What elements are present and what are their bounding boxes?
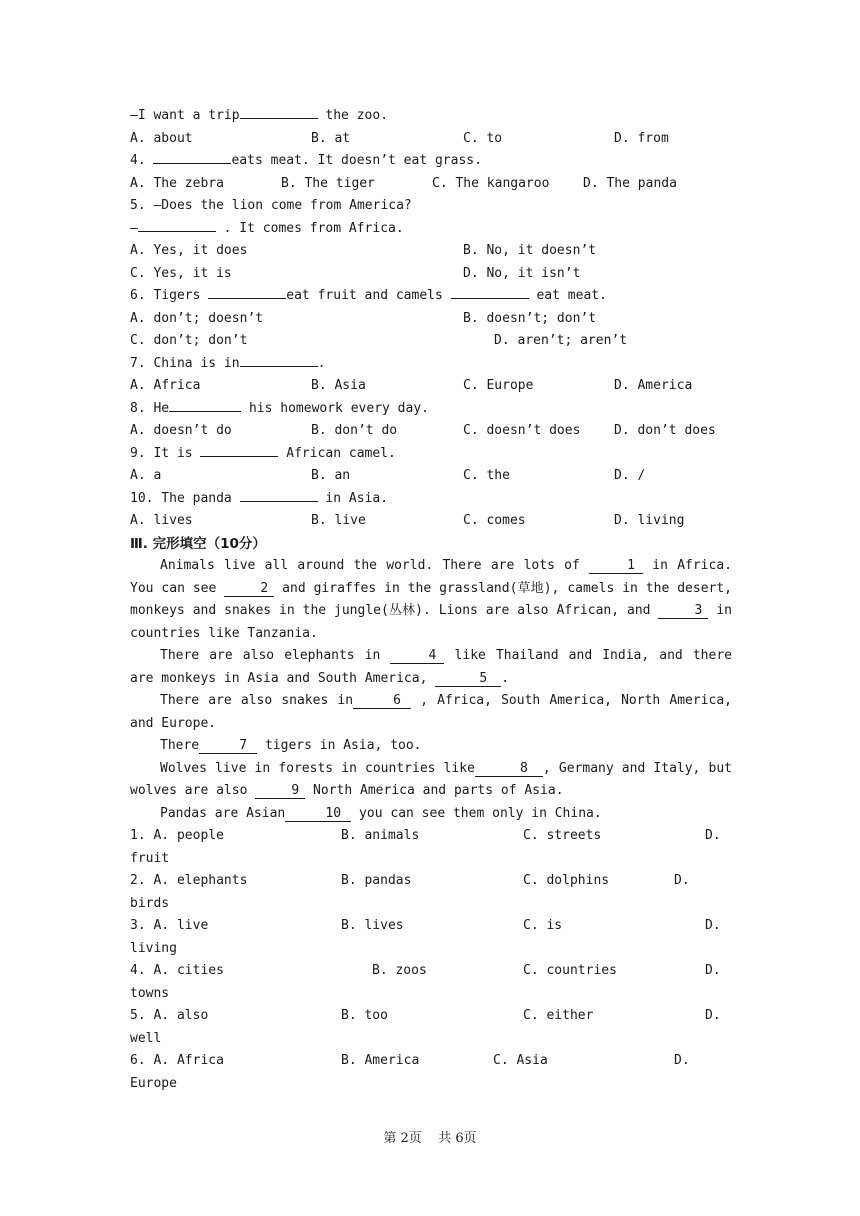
stem-text: 7. China is in <box>130 355 240 371</box>
answer-blank <box>169 411 241 412</box>
cloze-blank: 2 <box>224 581 274 597</box>
option-c: C. the <box>463 468 510 483</box>
passage-paragraph: There 7 tigers in Asia, too. <box>160 738 422 753</box>
option-d: D. / <box>614 468 646 483</box>
answer-blank <box>240 501 318 502</box>
answer-blank <box>200 456 278 457</box>
stem-text: eats meat. It doesn’t eat grass. <box>231 153 482 168</box>
cloze-option-row <box>130 870 732 893</box>
cloze-option-row <box>130 1050 732 1073</box>
answer-blank <box>451 298 529 299</box>
option-d: D. <box>674 873 690 888</box>
cloze-option-row <box>130 825 732 848</box>
cloze-blank: 7 <box>199 738 257 754</box>
option-b: B. too <box>341 1008 388 1023</box>
option-d: D. <box>705 1008 721 1023</box>
option-row <box>130 308 732 331</box>
cloze-blank: 10 <box>285 806 351 822</box>
option-b: B. don’t do <box>311 423 398 438</box>
cloze-blank: 4 <box>390 648 444 664</box>
option-a: A. Yes, it does <box>130 243 248 258</box>
answer-blank <box>153 163 231 164</box>
option-b: B. zoos <box>372 963 427 978</box>
exam-content <box>130 105 732 1095</box>
option-row <box>130 330 732 353</box>
option-c: C. doesn’t does <box>463 423 581 438</box>
option-a: A. don’t; doesn’t <box>130 310 264 326</box>
stem-text: African camel. <box>278 445 396 461</box>
section-title: Ⅲ. 完形填空（10分） <box>130 535 266 552</box>
option-b: B. America <box>341 1053 420 1068</box>
option-row <box>130 240 732 263</box>
cloze-option-wrap: Europe <box>130 1075 177 1091</box>
option-d: D. <box>705 963 721 978</box>
cloze-blank: 8 <box>475 761 543 777</box>
question-stem <box>130 398 732 421</box>
answer-blank <box>208 298 286 299</box>
cloze-option-row <box>130 915 732 938</box>
cloze-option-row <box>130 1005 732 1028</box>
option-a: A. Africa <box>130 378 201 393</box>
option-c: C. countries <box>523 963 617 978</box>
option-row <box>130 263 732 286</box>
cloze-option-wrap: living <box>130 940 177 956</box>
cloze-option-wrap: birds <box>130 895 170 911</box>
cloze-blank: 1 <box>589 558 643 574</box>
question-stem <box>130 443 732 466</box>
option-b: B. No, it doesn’t <box>463 243 597 258</box>
option-row <box>130 420 732 443</box>
option-b: B. at <box>311 130 351 146</box>
stem-text: eat fruit and camels <box>286 288 451 303</box>
question-stem <box>130 353 732 376</box>
answer-blank <box>138 231 216 232</box>
question-stem <box>130 105 732 128</box>
cloze-option-wrap: fruit <box>130 850 170 866</box>
option-c: C. Asia <box>493 1053 548 1068</box>
stem-text: the zoo. <box>317 108 389 123</box>
stem-text: —I want a trip <box>130 108 240 123</box>
option-b: B. doesn’t; don’t <box>463 310 597 326</box>
option-d: D. No, it isn’t <box>463 265 581 281</box>
stem-text: 8. He <box>130 400 170 416</box>
option-c: C. either <box>523 1008 594 1023</box>
option-row <box>130 173 732 196</box>
option-c: C. Yes, it is <box>130 265 232 281</box>
option-d: D. from <box>614 130 669 146</box>
option-a: 1. A. people <box>130 828 224 843</box>
option-b: B. live <box>311 513 366 528</box>
option-d: D. <box>705 828 721 843</box>
option-d: D. The panda <box>583 175 677 191</box>
passage-paragraph: There are also snakes in 6 , Africa, South America, North America, and Europe. <box>130 693 732 731</box>
option-a: A. lives <box>130 513 193 528</box>
option-a: A. doesn’t do <box>130 423 232 438</box>
option-c: C. don’t; don’t <box>130 333 248 348</box>
stem-text: eat meat. <box>528 288 607 303</box>
stem-text: in Asia. <box>317 490 389 506</box>
option-a: 4. A. cities <box>130 963 224 978</box>
option-d: D. <box>705 918 721 933</box>
answer-blank <box>240 366 318 367</box>
option-row <box>130 465 732 488</box>
option-c: C. to <box>463 130 503 146</box>
option-d: D. <box>674 1053 690 1068</box>
option-b: B. pandas <box>341 873 412 888</box>
question-stem <box>130 285 732 308</box>
answer-blank <box>240 118 318 119</box>
passage-paragraph: Pandas are Asian 10 you can see them only in China. <box>160 805 602 821</box>
cloze-blank: 5 <box>435 671 501 687</box>
stem-text: 4. <box>130 153 154 168</box>
passage-paragraph: Animals live all around the world. There are lots of 1 in Africa. You can see 2 and giraffes in the grassland(草地), camels in the desert, monkeys and snakes in the jungle(丛林). Lions are also African, and 3 in countries like Tanzania. <box>130 558 733 641</box>
cloze-blank: 9 <box>255 783 305 799</box>
question-stem <box>130 150 732 173</box>
option-row <box>130 128 732 151</box>
cloze-blank: 6 <box>353 693 411 709</box>
question-stem <box>130 488 732 511</box>
option-d: D. aren’t; aren’t <box>494 333 628 348</box>
option-b: B. The tiger <box>281 175 375 191</box>
option-c: C. The kangaroo <box>432 175 550 191</box>
option-a: 3. A. live <box>130 918 209 933</box>
passage-paragraph: Wolves live in forests in countries like 8 , Germany and Italy, but wolves are also 9 North America and parts of Asia. <box>130 760 732 798</box>
stem-text: 6. Tigers <box>130 288 209 303</box>
option-d: D. don’t does <box>614 423 716 438</box>
stem-text: his homework every day. <box>241 400 429 416</box>
passage-paragraph: There are also elephants in 4 like Thailand and India, and there are monkeys in Asia and South America, 5 . <box>130 648 732 686</box>
stem-text: . It comes from Africa. <box>215 220 404 236</box>
question-stem <box>130 218 732 241</box>
question-stem: 5. —Does the lion come from America? <box>130 198 412 213</box>
option-row <box>130 375 732 398</box>
stem-text: . <box>317 355 326 371</box>
option-d: D. living <box>614 513 685 528</box>
option-b: B. an <box>311 468 351 483</box>
stem-text: 9. It is <box>130 445 201 461</box>
option-a: 6. A. Africa <box>130 1053 224 1068</box>
cloze-option-wrap: well <box>130 1030 162 1046</box>
option-a: A. about <box>130 130 193 146</box>
page-footer <box>0 1127 860 1146</box>
option-c: C. is <box>523 918 563 933</box>
stem-text: 10. The panda <box>130 490 240 506</box>
cloze-blank: 3 <box>658 603 708 619</box>
option-a: A. a <box>130 468 162 483</box>
option-d: D. America <box>614 378 693 393</box>
stem-text: — <box>130 220 138 236</box>
page-total: 共 6页 <box>438 1131 477 1146</box>
option-b: B. Asia <box>311 378 366 393</box>
option-b: B. lives <box>341 918 404 933</box>
page-number: 第 2页 <box>383 1131 422 1146</box>
option-a: 5. A. also <box>130 1008 209 1023</box>
cloze-option-row <box>130 960 732 983</box>
option-row <box>130 510 732 533</box>
option-b: B. animals <box>341 828 420 843</box>
option-a: A. The zebra <box>130 175 224 191</box>
option-c: C. streets <box>523 828 602 843</box>
cloze-option-wrap: towns <box>130 985 170 1001</box>
option-c: C. dolphins <box>523 873 610 888</box>
option-c: C. Europe <box>463 378 534 393</box>
option-a: 2. A. elephants <box>130 873 248 888</box>
option-c: C. comes <box>463 513 526 528</box>
